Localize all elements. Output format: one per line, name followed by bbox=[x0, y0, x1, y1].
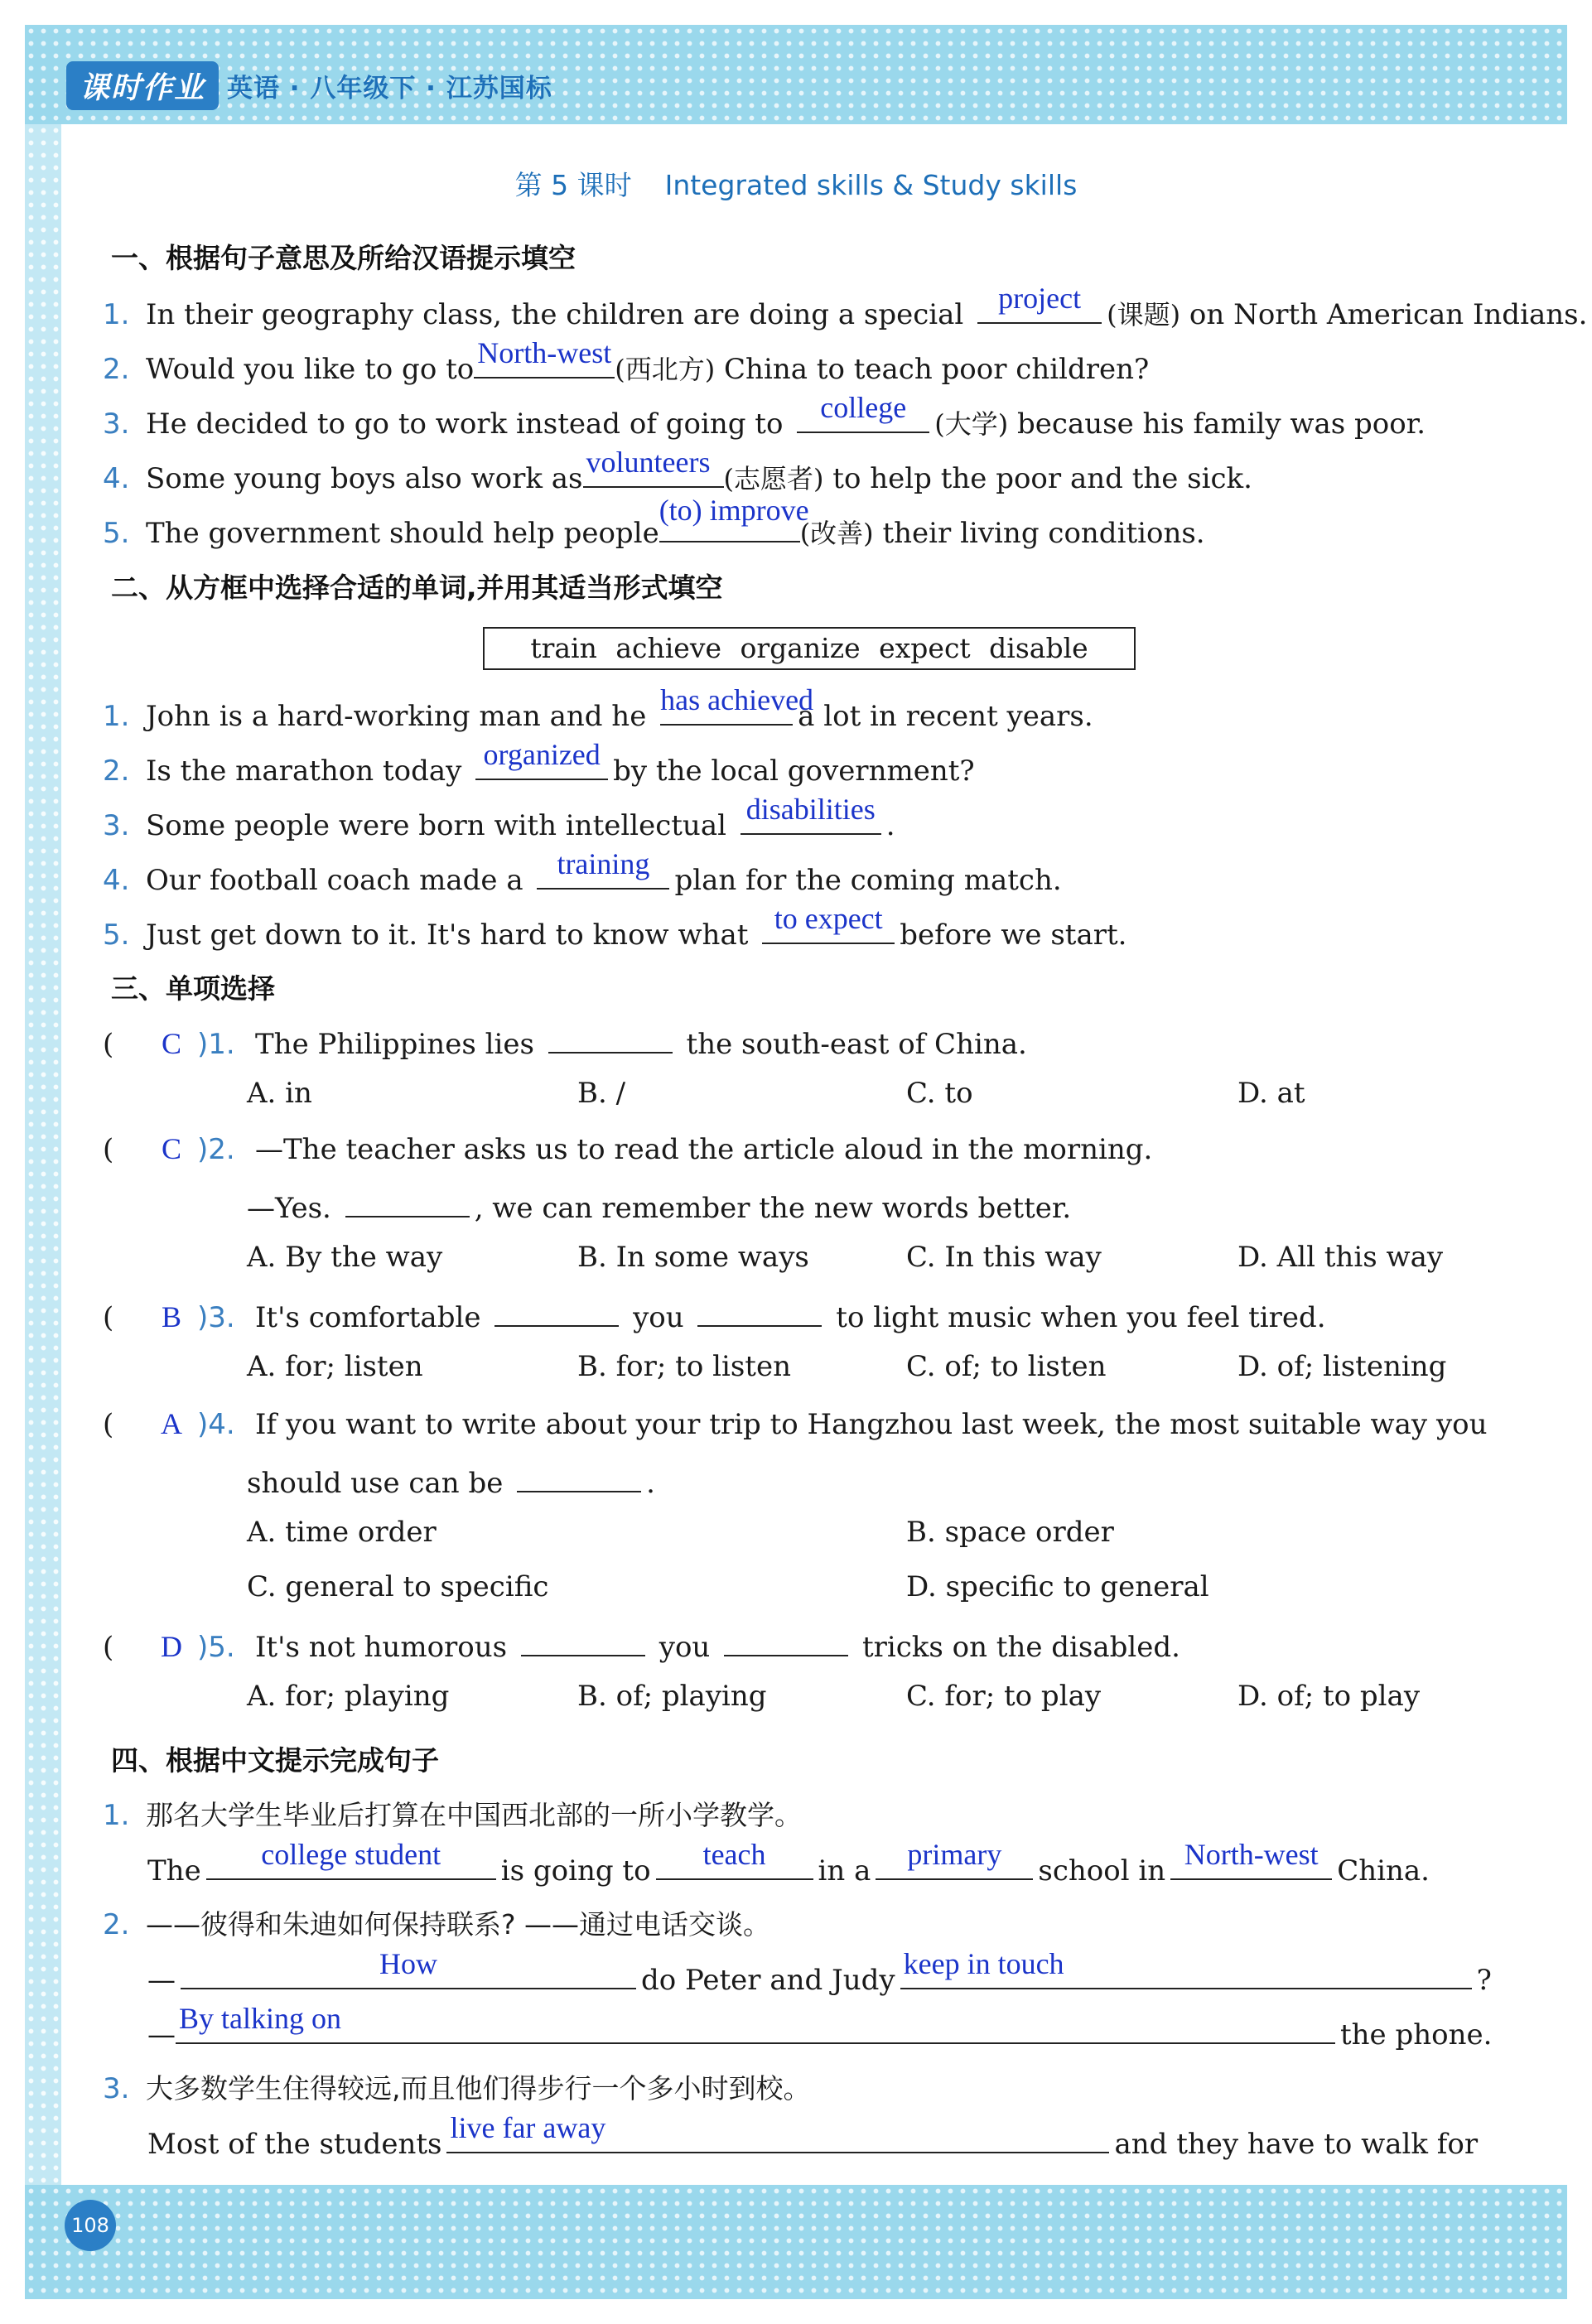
mc-question-3: ( B )3. It's comfortable you to light music when you feel tired. bbox=[103, 1295, 1326, 1334]
mc3-option-b: B. for; to listen bbox=[577, 1350, 791, 1383]
lesson-topic: Integrated skills & Study skills bbox=[664, 169, 1078, 201]
s4-q3-chinese: 3. 大多数学生住得较远,而且他们得步行一个多小时到校。 bbox=[103, 2072, 811, 2105]
word-box: train achieve organize expect disable bbox=[483, 627, 1136, 670]
mc1-option-b: B. / bbox=[577, 1077, 626, 1110]
lesson-number: 第 5 课时 bbox=[514, 169, 632, 201]
mc3-option-c: C. of; to listen bbox=[906, 1350, 1107, 1383]
s4-q3-blank-1[interactable]: live far away bbox=[446, 2122, 1109, 2153]
mc-blank-5b bbox=[724, 1625, 848, 1656]
s1-item-2: 2. Would you like to go to North-west (西北方) China to teach poor children? bbox=[103, 336, 1150, 386]
s4-q3-sentence: Most of the students live far away and they have to walk for bbox=[147, 2111, 1479, 2161]
mc3-option-d: D. of; listening bbox=[1237, 1350, 1447, 1383]
mc5-option-a: A. for; playing bbox=[247, 1680, 450, 1713]
s4-q1-blank-4[interactable]: North-west bbox=[1170, 1849, 1332, 1880]
s2-blank-5[interactable]: to expect bbox=[762, 913, 895, 944]
s4-q1-blank-1[interactable]: college student bbox=[206, 1849, 496, 1880]
mc-question-2: ( C )2. —The teacher asks us to read the article aloud in the morning. bbox=[103, 1132, 1153, 1166]
mc1-option-a: A. in bbox=[247, 1077, 312, 1110]
mc2-option-b: B. In some ways bbox=[577, 1241, 809, 1274]
mc-blank-3b bbox=[697, 1295, 822, 1327]
mc-answer-5[interactable]: D bbox=[161, 1630, 182, 1663]
mc4-option-d: D. specific to general bbox=[906, 1570, 1209, 1603]
section2-heading: 二、从方框中选择合适的单词,并用其适当形式填空 bbox=[111, 571, 723, 604]
s1-item-3: 3. He decided to go to work instead of going to college (大学) because his family was poor. bbox=[103, 391, 1426, 441]
mc-question-4: ( A )4. If you want to write about your trip to Hangzhou last week, the most suitable way you bbox=[103, 1407, 1488, 1441]
mc-answer-3[interactable]: B bbox=[161, 1300, 181, 1333]
s2-item-3: 3. Some people were born with intellectual disabilities . bbox=[103, 793, 895, 842]
s1-blank-3[interactable]: college bbox=[797, 402, 929, 433]
s4-q2-line-1: — How do Peter and Judy keep in touch ? bbox=[147, 1947, 1492, 1997]
s1-blank-4[interactable]: volunteers bbox=[583, 456, 724, 488]
mc-answer-2[interactable]: C bbox=[161, 1132, 181, 1165]
mc5-option-c: C. for; to play bbox=[906, 1680, 1102, 1713]
s4-q2-blank-3[interactable]: By talking on bbox=[176, 2013, 1335, 2044]
mc2-line-2: —Yes. , we can remember the new words better. bbox=[247, 1186, 1071, 1225]
s2-blank-4[interactable]: training bbox=[537, 858, 669, 890]
mc-question-5: ( D )5. It's not humorous you tricks on the disabled. bbox=[103, 1625, 1180, 1664]
s2-item-1: 1. John is a hard-working man and he has achieved a lot in recent years. bbox=[103, 683, 1093, 733]
mc1-option-c: C. to bbox=[906, 1077, 973, 1110]
s4-q1-sentence: The college student is going to teach in a primary school in North-west China. bbox=[147, 1838, 1430, 1888]
mc4-option-a: A. time order bbox=[247, 1516, 437, 1549]
s4-q2-chinese: 2. ——彼得和朱迪如何保持联系? ——通过电话交谈。 bbox=[103, 1908, 771, 1941]
s4-q1-blank-3[interactable]: primary bbox=[876, 1849, 1033, 1880]
mc-answer-1[interactable]: C bbox=[161, 1027, 181, 1060]
mc-blank-1 bbox=[548, 1022, 673, 1054]
s4-q2-blank-1[interactable]: How bbox=[181, 1958, 636, 1989]
bottom-dot-border bbox=[25, 2185, 1567, 2299]
section1-heading: 一、根据句子意思及所给汉语提示填空 bbox=[111, 242, 576, 274]
mc2-option-a: A. By the way bbox=[247, 1241, 443, 1274]
mc-blank-4 bbox=[517, 1461, 641, 1492]
mc4-option-c: C. general to specific bbox=[247, 1570, 549, 1603]
s2-item-2: 2. Is the marathon today organized by the local government? bbox=[103, 738, 975, 788]
mc2-option-d: D. All this way bbox=[1237, 1241, 1444, 1274]
book-subtitle: 英语 · 八年级下 · 江苏国标 bbox=[227, 73, 552, 104]
header bbox=[66, 60, 552, 111]
page-number: 108 bbox=[65, 2200, 116, 2251]
mc-blank-3a bbox=[494, 1295, 619, 1327]
s4-q1-blank-2[interactable]: teach bbox=[656, 1849, 813, 1880]
mc3-option-a: A. for; listen bbox=[247, 1350, 423, 1383]
mc-answer-4[interactable]: A bbox=[161, 1407, 182, 1440]
s2-item-5: 5. Just get down to it. It's hard to know what to expect before we start. bbox=[103, 902, 1127, 952]
mc1-option-d: D. at bbox=[1237, 1077, 1305, 1110]
brand-logo: 课时作业 bbox=[66, 61, 219, 110]
s4-q2-line-2: — By talking on the phone. bbox=[147, 2002, 1493, 2052]
mc2-option-c: C. In this way bbox=[906, 1241, 1102, 1274]
s1-blank-2[interactable]: North-west bbox=[474, 347, 615, 378]
s1-blank-1[interactable]: project bbox=[977, 292, 1102, 324]
s1-item-1: 1. In their geography class, the children are doing a special project (课题) on North American Indians. bbox=[103, 282, 1588, 331]
mc-blank-5a bbox=[521, 1625, 645, 1656]
mc5-option-b: B. of; playing bbox=[577, 1680, 767, 1713]
mc5-option-d: D. of; to play bbox=[1237, 1680, 1421, 1713]
s4-q2-blank-2[interactable]: keep in touch bbox=[900, 1958, 1472, 1989]
s2-item-4: 4. Our football coach made a training plan for the coming match. bbox=[103, 847, 1062, 897]
s1-item-5: 5. The government should help people (to) improve (改善) their living conditions. bbox=[103, 494, 1205, 550]
s1-item-4: 4. Some young boys also work as volunteers (志愿者) to help the poor and the sick. bbox=[103, 446, 1252, 495]
section4-heading: 四、根据中文提示完成句子 bbox=[111, 1744, 439, 1777]
mc-blank-2 bbox=[345, 1186, 470, 1217]
left-dot-border bbox=[25, 124, 61, 2185]
section3-heading: 三、单项选择 bbox=[111, 972, 275, 1005]
s1-blank-5[interactable]: (to) improve bbox=[659, 511, 800, 542]
mc4-line-2: should use can be . bbox=[247, 1461, 655, 1500]
s2-blank-3[interactable]: disabilities bbox=[741, 803, 881, 835]
s2-blank-2[interactable]: organized bbox=[475, 749, 608, 780]
mc-question-1: ( C )1. The Philippines lies the south-east of China. bbox=[103, 1022, 1027, 1061]
page-title bbox=[0, 164, 1592, 203]
s4-q1-chinese: 1. 那名大学生毕业后打算在中国西北部的一所小学教学。 bbox=[103, 1799, 802, 1832]
mc4-option-b: B. space order bbox=[906, 1516, 1114, 1549]
s2-blank-1[interactable]: has achieved bbox=[660, 694, 793, 726]
